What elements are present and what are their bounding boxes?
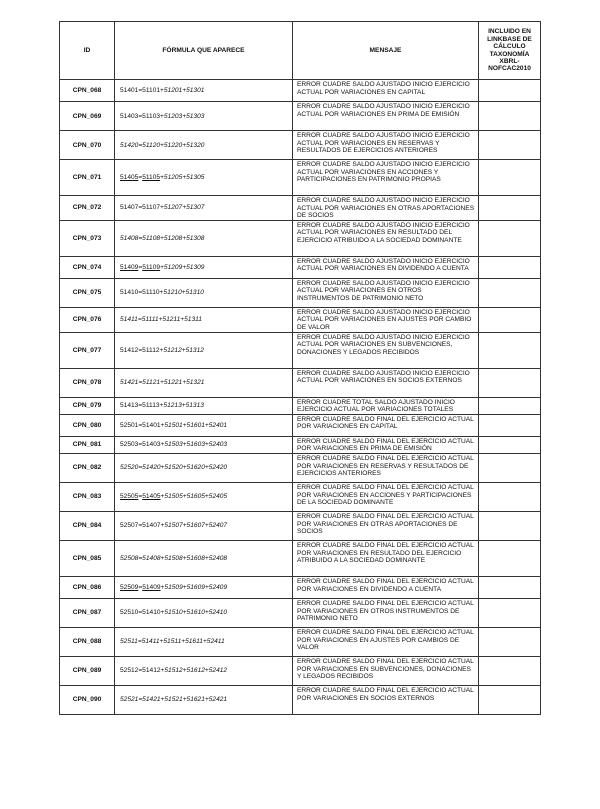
table-row [60, 414, 541, 436]
rule-id: CPN_072 [60, 196, 115, 221]
table-row [60, 368, 541, 397]
formula-segment: 51209+51309 [163, 263, 205, 271]
validation-rules-table [59, 21, 541, 715]
rule-message: ERROR CUADRE SALDO FINAL DEL EJERCICIO ACTUAL POR VARIACIONES EN ACCIONES Y PARTICIPACIONES DE LA SOCIEDAD DOMINANTE [293, 482, 479, 511]
rule-message: ERROR CUADRE SALDO AJUSTADO INICIO EJERCICIO ACTUAL POR VARIACIONES EN RESERVAS Y RESULTADOS DE EJERCICIOS ANTERIORES [293, 131, 479, 160]
rule-included [479, 453, 541, 482]
rule-formula [115, 482, 293, 511]
rule-id: CPN_078 [60, 368, 115, 397]
rule-message: ERROR CUADRE SALDO FINAL DEL EJERCICIO ACTUAL POR VARIACIONES EN OTROS INSTRUMENTOS DE PATRIMONIO NETO [293, 598, 479, 627]
rule-message: ERROR CUADRE SALDO AJUSTADO INICIO EJERCICIO ACTUAL POR VARIACIONES EN PRIMA DE EMISIÓN [293, 102, 479, 131]
rule-message: ERROR CUADRE SALDO AJUSTADO INICIO EJERCICIO ACTUAL POR VARIACIONES EN RESULTADO DEL EJERCICIO ATRIBUIDO A LA SOCIEDAD DOMINANTE [293, 220, 479, 256]
formula-segment: 51207+51307 [163, 204, 205, 212]
table-row [60, 196, 541, 221]
formula-segment: 51203+51303 [163, 112, 205, 120]
rule-id: CPN_075 [60, 278, 115, 307]
table-row [60, 540, 541, 576]
formula-segment: 51501+51601+52401 [164, 421, 228, 429]
formula-segment: 52510=51410+ [120, 609, 165, 617]
formula-segment: 51213+51313 [163, 402, 204, 410]
rule-formula [115, 196, 293, 221]
rule-message: ERROR CUADRE SALDO AJUSTADO INICIO EJERCICIO ACTUAL POR VARIACIONES EN SUBVENCIONES, DONACIONES Y LEGADOS RECIBIDOS [293, 332, 479, 368]
table-row [60, 685, 541, 714]
rule-included [479, 685, 541, 714]
rule-message: ERROR CUADRE SALDO FINAL DEL EJERCICIO ACTUAL POR VARIACIONES EN SOCIOS EXTERNOS [293, 685, 479, 714]
table-row [60, 220, 541, 256]
rule-included [479, 482, 541, 511]
rule-included [479, 368, 541, 397]
formula-segment: 52520=51420+51520+51620+52420 [120, 464, 228, 472]
formula-segment: 51408=51108+51208+51308 [120, 234, 205, 242]
header-included: INCLUIDO EN LINKBASE DE CÁLCULO TAXONOMÍA XBRL-NOFCAC2010 [479, 22, 541, 80]
rule-id: CPN_068 [60, 80, 115, 102]
rule-message: ERROR CUADRE SALDO FINAL DEL EJERCICIO ACTUAL POR VARIACIONES EN SUBVENCIONES, DONACIONES Y LEGADOS RECIBIDOS [293, 656, 479, 685]
formula-segment: 51409 [120, 263, 139, 271]
rule-included [479, 80, 541, 102]
rule-message: ERROR CUADRE SALDO AJUSTADO INICIO EJERCICIO ACTUAL POR VARIACIONES EN CAPITAL [293, 80, 479, 102]
table-row [60, 80, 541, 102]
table-row [60, 102, 541, 131]
formula-segment: 51411=51111+51211+51311 [120, 316, 202, 324]
formula-segment: 52509 [120, 583, 139, 591]
rule-id: CPN_070 [60, 131, 115, 160]
header-message: MENSAJE [293, 22, 479, 80]
rule-included [479, 160, 541, 196]
formula-segment: 51410=51110+ [120, 289, 164, 297]
formula-segment: = [138, 263, 143, 271]
rule-id: CPN_086 [60, 576, 115, 598]
rule-id: CPN_077 [60, 332, 115, 368]
formula-segment: 52512=51412+ [120, 667, 165, 675]
table-row [60, 278, 541, 307]
rule-id: CPN_082 [60, 453, 115, 482]
rule-included [479, 131, 541, 160]
formula-segment: 52501=51401+ [120, 421, 165, 429]
rule-formula [115, 332, 293, 368]
formula-segment: 51201+51301 [163, 87, 205, 94]
rule-formula [115, 598, 293, 627]
rule-included [479, 576, 541, 598]
rule-formula [115, 685, 293, 714]
formula-segment: 51109 [142, 263, 161, 271]
rule-included [479, 102, 541, 131]
formula-segment: 51421=51121+51221+51321 [120, 379, 205, 387]
rule-included [479, 436, 541, 453]
rule-id: CPN_088 [60, 627, 115, 656]
rule-id: CPN_074 [60, 256, 115, 278]
table-row [60, 627, 541, 656]
rule-id: CPN_090 [60, 685, 115, 714]
formula-segment: 51509+51609+52409 [164, 583, 228, 591]
rule-message: ERROR CUADRE TOTAL SALDO AJUSTADO INICIO EJERCICIO ACTUAL POR VARIACIONES TOTALES [293, 397, 479, 414]
rule-id: CPN_071 [60, 160, 115, 196]
table-row [60, 511, 541, 540]
rule-id: CPN_084 [60, 511, 115, 540]
rule-included [479, 278, 541, 307]
rule-message: ERROR CUADRE SALDO AJUSTADO INICIO EJERCICIO ACTUAL POR VARIACIONES EN OTRAS APORTACIONES DE SOCIOS [293, 196, 479, 221]
rule-id: CPN_076 [60, 307, 115, 332]
table-row [60, 656, 541, 685]
formula-segment: 51503+51603+52403 [164, 441, 228, 449]
formula-segment: 51512+51612+52412 [164, 667, 228, 675]
rule-formula [115, 627, 293, 656]
rule-formula [115, 102, 293, 131]
rule-formula [115, 540, 293, 576]
rule-included [479, 414, 541, 436]
rule-message: ERROR CUADRE SALDO FINAL DEL EJERCICIO ACTUAL POR VARIACIONES EN OTRAS APORTACIONES DE SOCIOS [293, 511, 479, 540]
rule-formula [115, 436, 293, 453]
formula-segment: 51405 [120, 174, 139, 181]
table-row [60, 131, 541, 160]
rule-formula [115, 414, 293, 436]
table-header-row [60, 22, 541, 80]
formula-segment: 51507+51607+52407 [164, 522, 228, 530]
formula-segment: + [160, 583, 165, 591]
rule-id: CPN_087 [60, 598, 115, 627]
formula-segment: 51409 [142, 583, 161, 591]
table-body [60, 80, 541, 715]
rule-message: ERROR CUADRE SALDO AJUSTADO INICIO EJERCICIO ACTUAL POR VARIACIONES EN AJUSTES POR CAMBIO DE VALOR [293, 307, 479, 332]
rule-id: CPN_073 [60, 220, 115, 256]
rule-message: ERROR CUADRE SALDO FINAL DEL EJERCICIO ACTUAL POR VARIACIONES EN RESULTADO DEL EJERCICIO ATRIBUIDO A LA SOCIEDAD DOMINANTE [293, 540, 479, 576]
table-row [60, 436, 541, 453]
formula-segment: 51407=51107+ [120, 204, 164, 212]
table-row [60, 307, 541, 332]
rule-id: CPN_083 [60, 482, 115, 511]
formula-segment: 51413=51113+ [120, 402, 164, 410]
formula-segment: 52505 [120, 493, 139, 501]
formula-segment: 51510+51610+52410 [164, 609, 228, 617]
rule-message: ERROR CUADRE SALDO FINAL DEL EJERCICIO ACTUAL POR VARIACIONES EN CAPITAL [293, 414, 479, 436]
rule-message: ERROR CUADRE SALDO FINAL DEL EJERCICIO ACTUAL POR VARIACIONES EN PRIMA DE EMISIÓN [293, 436, 479, 453]
formula-segment: 51403=51103+ [120, 112, 164, 120]
rule-formula [115, 576, 293, 598]
formula-segment: = [138, 174, 143, 181]
formula-segment: 51212+51312 [163, 346, 204, 354]
rule-id: CPN_081 [60, 436, 115, 453]
table-row [60, 256, 541, 278]
rule-message: ERROR CUADRE SALDO AJUSTADO INICIO EJERCICIO ACTUAL POR VARIACIONES EN SOCIOS EXTERNOS [293, 368, 479, 397]
rule-message: ERROR CUADRE SALDO FINAL DEL EJERCICIO ACTUAL POR VARIACIONES EN AJUSTES POR CAMBIOS DE VALOR [293, 627, 479, 656]
table-row [60, 397, 541, 414]
header-formula: FÓRMULA QUE APARECE [115, 22, 293, 80]
formula-segment: 52503=51403+ [120, 441, 165, 449]
rule-included [479, 256, 541, 278]
rule-included [479, 220, 541, 256]
rule-formula [115, 160, 293, 196]
rule-included [479, 656, 541, 685]
rule-included [479, 332, 541, 368]
formula-segment: + [160, 493, 165, 501]
rule-message: ERROR CUADRE SALDO AJUSTADO INICIO EJERCICIO ACTUAL POR VARIACIONES EN OTROS INSTRUMENTOS DE PATRIMONIO NETO [293, 278, 479, 307]
rule-id: CPN_085 [60, 540, 115, 576]
rule-id: CPN_069 [60, 102, 115, 131]
table-row [60, 598, 541, 627]
rule-formula [115, 278, 293, 307]
rule-included [479, 307, 541, 332]
rule-formula [115, 307, 293, 332]
formula-segment: 51405 [142, 493, 161, 501]
formula-segment: 51210+51310 [163, 289, 204, 297]
formula-segment: 51401=51101+ [120, 87, 164, 94]
formula-segment: + [160, 263, 164, 271]
rule-included [479, 397, 541, 414]
rule-formula [115, 368, 293, 397]
rule-message: ERROR CUADRE SALDO FINAL DEL EJERCICIO ACTUAL POR VARIACIONES EN DIVIDENDO A CUENTA [293, 576, 479, 598]
formula-segment: 51105 [142, 174, 161, 181]
formula-segment: + [160, 174, 164, 181]
formula-segment: 52521=51421+51521+51621+52421 [120, 696, 228, 704]
table-row [60, 482, 541, 511]
rule-message: ERROR CUADRE SALDO FINAL DEL EJERCICIO ACTUAL POR VARIACIONES EN RESERVAS Y RESULTADOS DE EJERCICIOS ANTERIORES [293, 453, 479, 482]
formula-segment: 51412=51112+ [120, 346, 164, 354]
rule-included [479, 540, 541, 576]
table-row [60, 160, 541, 196]
header-id: ID [60, 22, 115, 80]
rule-formula [115, 656, 293, 685]
rule-id: CPN_089 [60, 656, 115, 685]
table-row [60, 453, 541, 482]
rule-id: CPN_080 [60, 414, 115, 436]
formula-segment: 52507=51407+ [120, 522, 165, 530]
rule-id: CPN_079 [60, 397, 115, 414]
table-row [60, 332, 541, 368]
formula-segment: 51420=51120+51220+51320 [120, 141, 205, 149]
rule-message: ERROR CUADRE SALDO AJUSTADO INICIO EJERCICIO ACTUAL POR VARIACIONES EN DIVIDENDO A CUENTA [293, 256, 479, 278]
rule-included [479, 511, 541, 540]
rule-formula [115, 511, 293, 540]
rule-formula [115, 453, 293, 482]
rule-formula [115, 220, 293, 256]
formula-segment: 52508=51408+51508+51608+52408 [120, 554, 228, 562]
rule-formula [115, 80, 293, 102]
table-row [60, 576, 541, 598]
rule-formula [115, 397, 293, 414]
rule-formula [115, 256, 293, 278]
rule-included [479, 598, 541, 627]
rule-message: ERROR CUADRE SALDO AJUSTADO INICIO EJERCICIO ACTUAL POR VARIACIONES EN ACCIONES Y PARTICIPACIONES EN PATRIMONIO PROPIAS [293, 160, 479, 196]
formula-segment: = [138, 583, 143, 591]
rule-included [479, 196, 541, 221]
formula-segment: 52511=51411+51511+51611+52411 [120, 638, 225, 646]
formula-segment: 51505+51605+52405 [164, 493, 228, 501]
formula-segment: 51205+51305 [163, 174, 205, 181]
rule-formula [115, 131, 293, 160]
rule-included [479, 627, 541, 656]
formula-segment: = [138, 493, 143, 501]
